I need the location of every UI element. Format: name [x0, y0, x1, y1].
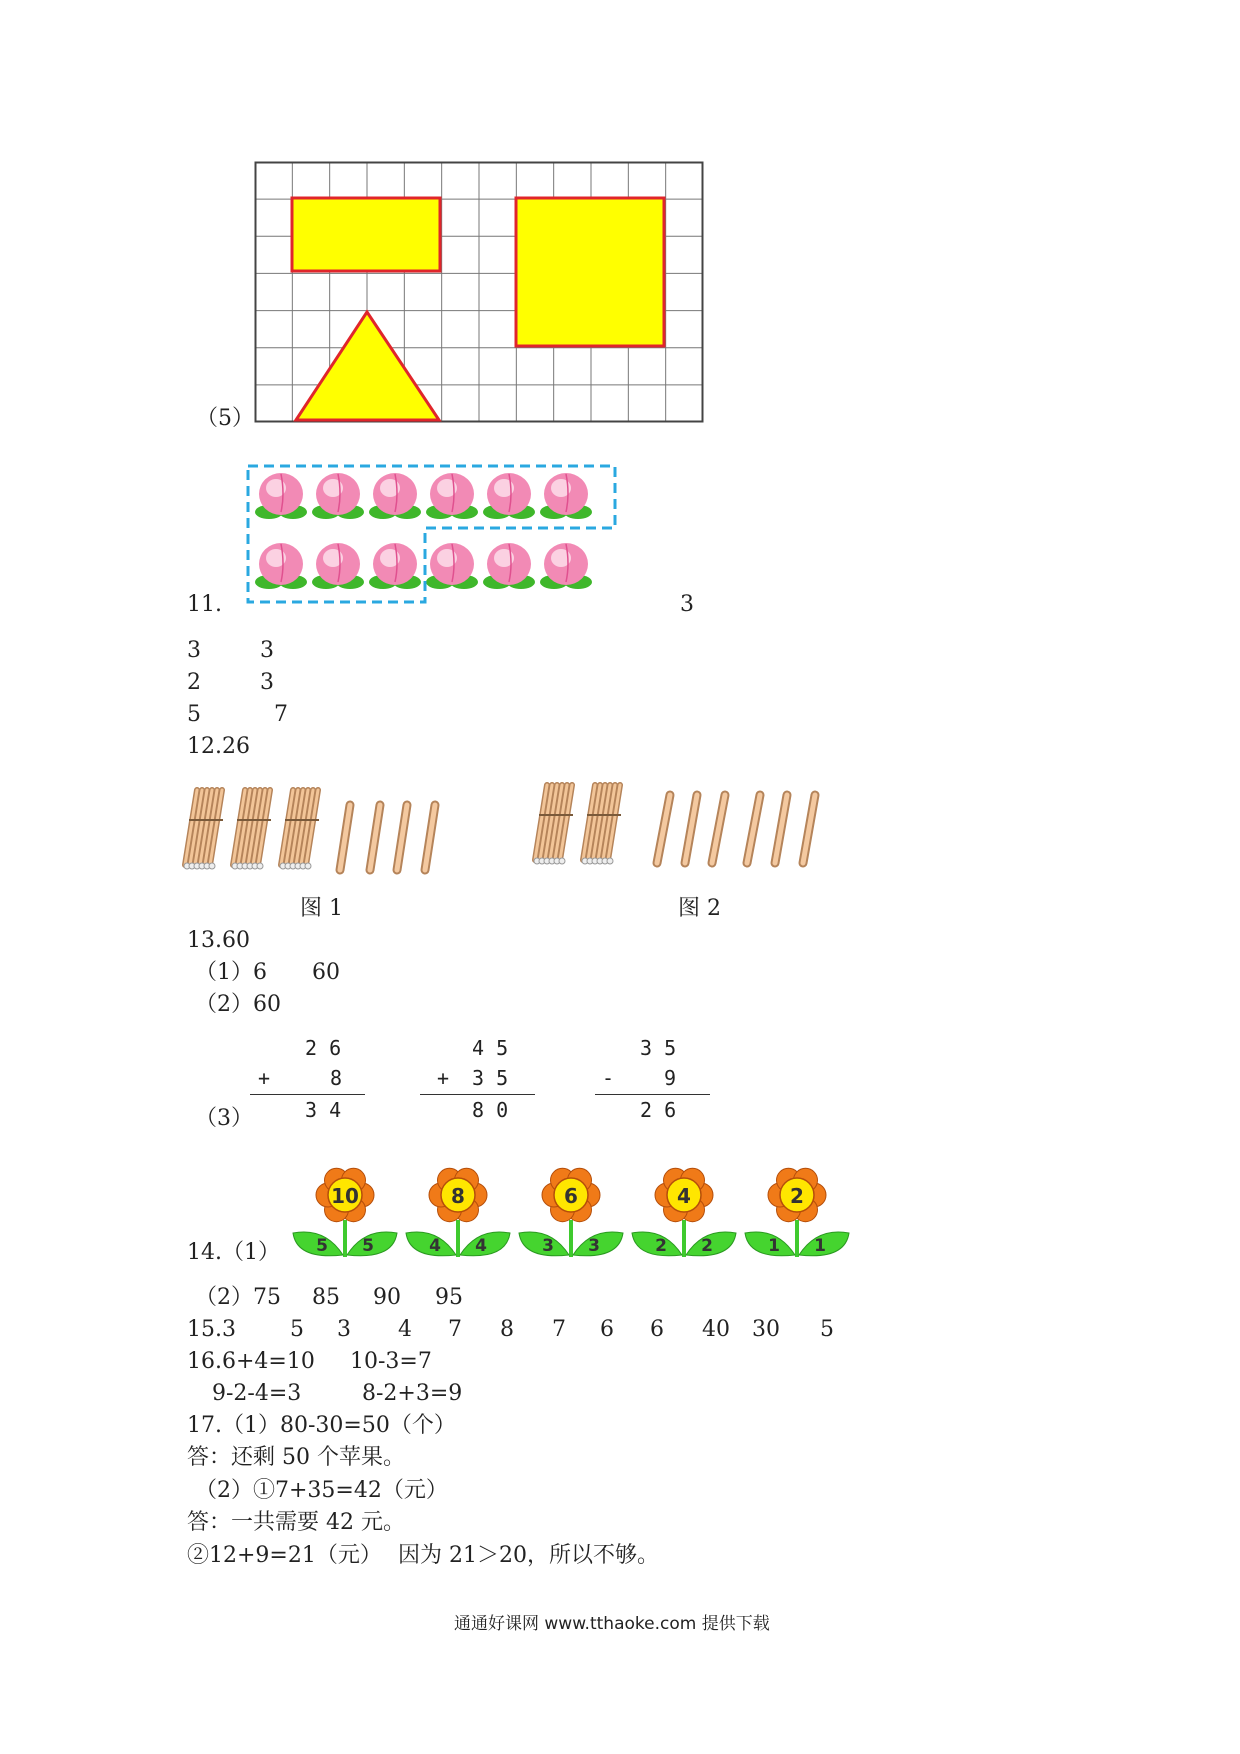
peach-icon	[426, 473, 478, 519]
q11-row3-a: 5	[187, 702, 201, 727]
calc-3-op: -	[602, 1066, 615, 1090]
calc-3-result: 2 6	[640, 1098, 677, 1122]
q14-p2-v2: 90	[373, 1285, 401, 1310]
q11-side-value: 3	[680, 592, 694, 617]
yellow-rectangle	[292, 198, 440, 271]
peach-icon	[369, 543, 421, 589]
q14-label: 14.（1）	[187, 1240, 280, 1265]
q17-answer1: 答：还剩 50 个苹果。	[187, 1445, 405, 1470]
peach-icon	[540, 473, 592, 519]
q11-row3-b: 7	[274, 702, 288, 727]
calc-1-bottom: 8	[330, 1066, 343, 1090]
peach-icon	[255, 543, 307, 589]
q13-p3-label: （3）	[195, 1106, 253, 1131]
q16-line2-b: 8-2+3=9	[362, 1381, 463, 1406]
flower-center-value: 10	[331, 1184, 359, 1208]
q16-line2-a: 9-2-4=3	[212, 1381, 302, 1406]
q15-label: 15.3	[187, 1317, 236, 1342]
q11-row1-a: 3	[187, 638, 201, 663]
stick-bundle-icon	[582, 785, 621, 864]
peach-icon	[255, 473, 307, 519]
yellow-triangle	[296, 312, 439, 420]
leaf-left-value: 5	[316, 1236, 328, 1256]
leaf-left-value: 1	[768, 1236, 780, 1256]
q17-line3a: ②12+9=21（元）	[187, 1543, 382, 1568]
peach-icon	[312, 543, 364, 589]
q16-line1-a: 16.6+4=10	[187, 1349, 315, 1374]
peach-icon	[426, 543, 478, 589]
q14-p2-v1: 85	[312, 1285, 340, 1310]
stick-bundle-icon	[184, 790, 223, 869]
calc-3-line	[595, 1094, 710, 1095]
q14-p2-label: （2）75	[195, 1285, 281, 1310]
calc-1-op: +	[258, 1066, 271, 1090]
stick-bundle-icon	[280, 790, 319, 869]
leaf-right-value: 5	[362, 1236, 374, 1256]
q13-p2: （2）60	[195, 992, 281, 1017]
q11-row2-b: 3	[260, 670, 274, 695]
q17-line1: 17.（1）80-30=50（个）	[187, 1413, 456, 1438]
q11-label: 11.	[187, 592, 222, 617]
flower-center-value: 8	[451, 1184, 465, 1208]
leaf-left-value: 3	[542, 1236, 554, 1256]
q15-value: 7	[448, 1317, 462, 1342]
stick-bundle-icon	[534, 785, 573, 864]
flower-icon	[406, 1168, 510, 1257]
q17-line3b: 因为 21＞20，所以不够。	[398, 1543, 659, 1568]
peach-icon	[312, 473, 364, 519]
q13-p1-value: 60	[312, 960, 340, 985]
flower-icon	[293, 1168, 397, 1257]
flower-center-value: 2	[790, 1184, 804, 1208]
q15-value: 7	[552, 1317, 566, 1342]
flower-icon	[745, 1168, 849, 1257]
q15-value: 5	[820, 1317, 834, 1342]
q15-value: 6	[600, 1317, 614, 1342]
peach-icon	[540, 543, 592, 589]
figure-2-caption: 图 2	[678, 896, 721, 921]
q15-value: 5	[290, 1317, 304, 1342]
calc-2-bottom: 3 5	[472, 1066, 509, 1090]
grid-figure	[255, 162, 705, 422]
q13-label: 13.60	[187, 928, 250, 953]
flower-figure	[290, 1165, 850, 1265]
q16-line1-b: 10-3=7	[350, 1349, 432, 1374]
leaf-right-value: 1	[814, 1236, 826, 1256]
peach-icon	[483, 473, 535, 519]
sticks-figure-2	[535, 775, 835, 875]
peach-icon	[483, 543, 535, 589]
calc-2-op: +	[437, 1066, 450, 1090]
q17-line2: （2）①7+35=42（元）	[195, 1478, 448, 1503]
footer-text: 通通好课网 www.tthaoke.com 提供下载	[454, 1614, 770, 1634]
calc-3-bottom: 9	[664, 1066, 677, 1090]
leaf-right-value: 4	[475, 1236, 487, 1256]
flower-center-value: 6	[564, 1184, 578, 1208]
calc-3-top: 3 5	[640, 1036, 677, 1060]
leaf-left-value: 4	[429, 1236, 441, 1256]
q15-value: 3	[337, 1317, 351, 1342]
calc-2-line	[420, 1094, 535, 1095]
q15-value: 40	[702, 1317, 730, 1342]
q15-value: 6	[650, 1317, 664, 1342]
flower-icon	[632, 1168, 736, 1257]
flower-icon	[519, 1168, 623, 1257]
q15-value: 8	[500, 1317, 514, 1342]
calc-2-top: 4 5	[472, 1036, 509, 1060]
q11-row1-b: 3	[260, 638, 274, 663]
sticks-figure-1	[185, 780, 485, 880]
leaf-right-value: 3	[588, 1236, 600, 1256]
q10-label: （5）	[196, 406, 254, 431]
q11-row2-a: 2	[187, 670, 201, 695]
calc-2-result: 8 0	[472, 1098, 509, 1122]
yellow-square	[516, 198, 664, 346]
q14-p2-v3: 95	[435, 1285, 463, 1310]
q13-p1-label: （1）6	[195, 960, 267, 985]
calc-1-line	[250, 1094, 365, 1095]
q15-value: 4	[398, 1317, 412, 1342]
leaf-left-value: 2	[655, 1236, 667, 1256]
figure-1-caption: 图 1	[300, 896, 343, 921]
q15-value: 30	[752, 1317, 780, 1342]
leaf-right-value: 2	[701, 1236, 713, 1256]
stick-bundle-icon	[232, 790, 271, 869]
flower-center-value: 4	[677, 1184, 691, 1208]
calc-1-result: 3 4	[305, 1098, 342, 1122]
calc-1-top: 2 6	[305, 1036, 342, 1060]
peach-figure	[245, 462, 625, 607]
q12-label: 12.26	[187, 734, 250, 759]
q17-answer2: 答：一共需要 42 元。	[187, 1510, 405, 1535]
peach-icon	[369, 473, 421, 519]
